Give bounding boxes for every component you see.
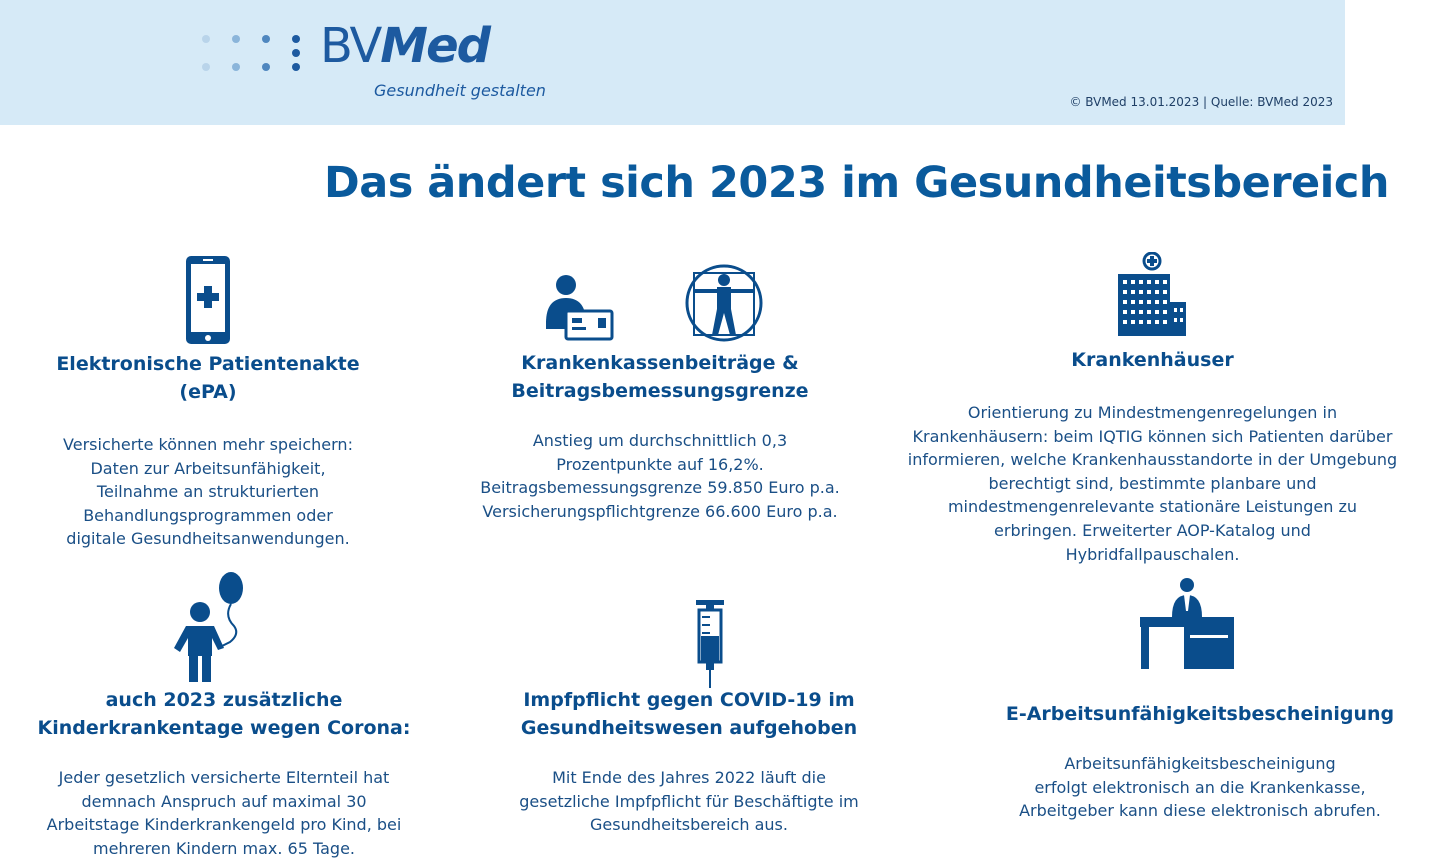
heading-line: Krankenhäuser [1071,349,1234,371]
body-line: erbringen. Erweiterter AOP-Katalog und [994,520,1311,540]
body-line: demnach Anspruch auf maximal 30 [81,791,367,811]
section-body [18,766,430,860]
body-line: Versicherte können mehr speichern: [63,435,353,454]
body-line: mehreren Kindern max. 65 Tage. [92,838,356,858]
body-line: Mit Ende des Jahres 2022 läuft die [552,768,826,787]
body-line: Prozentpunkte auf 16,2%. [556,454,764,474]
logo-tagline: Gesundheit gestalten [374,81,546,100]
office-desk-person-icon [1140,577,1234,671]
body-line: Arbeitstage Kinderkrankengeld pro Kind, bei [46,815,402,835]
heading-line: Krankenkassenbeiträge & [521,352,799,374]
body-line: Krankenhäusern: beim IQTIG können sich Patienten darüber [912,426,1393,446]
heading-line: Gesundheitswesen aufgehoben [520,717,858,739]
body-line: digitale Gesundheitsanwendungen. [66,529,350,549]
body-line: Daten zur Arbeitsunfähigkeit, [90,458,326,478]
body-line: Orientierung zu Mindestmengenregelungen in [967,403,1338,422]
body-line: Arbeitgeber kann diese elektronisch abrufen. [1019,801,1381,821]
smartphone-medical-icon [185,255,231,345]
section-heading [18,686,430,742]
section-e-au [980,700,1420,823]
section-body [470,766,908,837]
body-line: Anstieg um durchschnittlich 0,3 [532,431,788,450]
section-heading [28,350,388,406]
body-line: Behandlungsprogrammen oder [83,505,333,525]
logo-wordmark [320,18,489,74]
heading-line: Elektronische Patientenakte [56,353,360,375]
section-body [28,433,388,551]
heading-line: (ePA) [179,381,237,403]
body-line: Hybridfallpauschalen. [1065,544,1240,564]
logo-bv: BV [320,18,381,74]
body-line: Jeder gesetzlich versicherte Elternteil hat [58,768,390,787]
body-line: Teilnahme an strukturierten [96,482,320,502]
header-band [0,0,1345,125]
logo-med: Med [380,18,489,74]
hospital-building-icon [1116,252,1188,336]
body-line: mindestmengenrelevante stationäre Leistungen zu [947,497,1358,517]
section-heading [980,700,1420,728]
heading-line: E-Arbeitsunfähigkeitsbescheinigung [1005,703,1395,725]
body-line: erfolgt elektronisch an die Krankenkasse, [1034,777,1366,797]
body-line: gesetzliche Impfpflicht für Beschäftigte im [519,791,859,811]
body-line: informieren, welche Krankenhausstandorte in der Umgebung [907,450,1398,470]
body-line: Beitragsbemessungsgrenze 59.850 Euro p.a. [480,478,840,498]
section-body [450,429,870,523]
body-line: berechtigt sind, bestimmte planbare und [988,473,1317,493]
body-line: Versicherungspflichtgrenze 66.600 Euro p.a. [482,501,838,521]
copyright-source: © BVMed 13.01.2023 | Quelle: BVMed 2023 [1069,95,1333,109]
child-balloon-icon [172,570,248,685]
section-impfpflicht [470,686,908,837]
section-krankenhaeuser [880,346,1425,566]
vitruvian-man-icon [684,263,764,343]
section-heading [880,346,1425,374]
section-beitraege [450,349,870,523]
body-line: Gesundheitsbereich aus. [590,815,788,835]
section-kinderkrankentage [18,686,430,860]
section-body [980,752,1420,823]
section-body [880,401,1425,566]
logo-dots-icon [200,32,305,76]
section-heading [450,349,870,405]
heading-line: auch 2023 zusätzliche [105,689,343,711]
heading-line: Kinderkrankentage wegen Corona: [37,717,411,739]
heading-line: Impfpflicht gegen COVID-19 im [523,689,855,711]
body-line: Arbeitsunfähigkeitsbescheinigung [1064,754,1336,773]
section-epa [28,350,388,551]
insurance-card-person-icon [544,273,614,343]
page-title: Das ändert sich 2023 im Gesundheitsbereich [324,158,1390,208]
heading-line: Beitragsbemessungsgrenze [511,380,809,402]
syringe-icon [694,598,726,690]
section-heading [470,686,908,742]
